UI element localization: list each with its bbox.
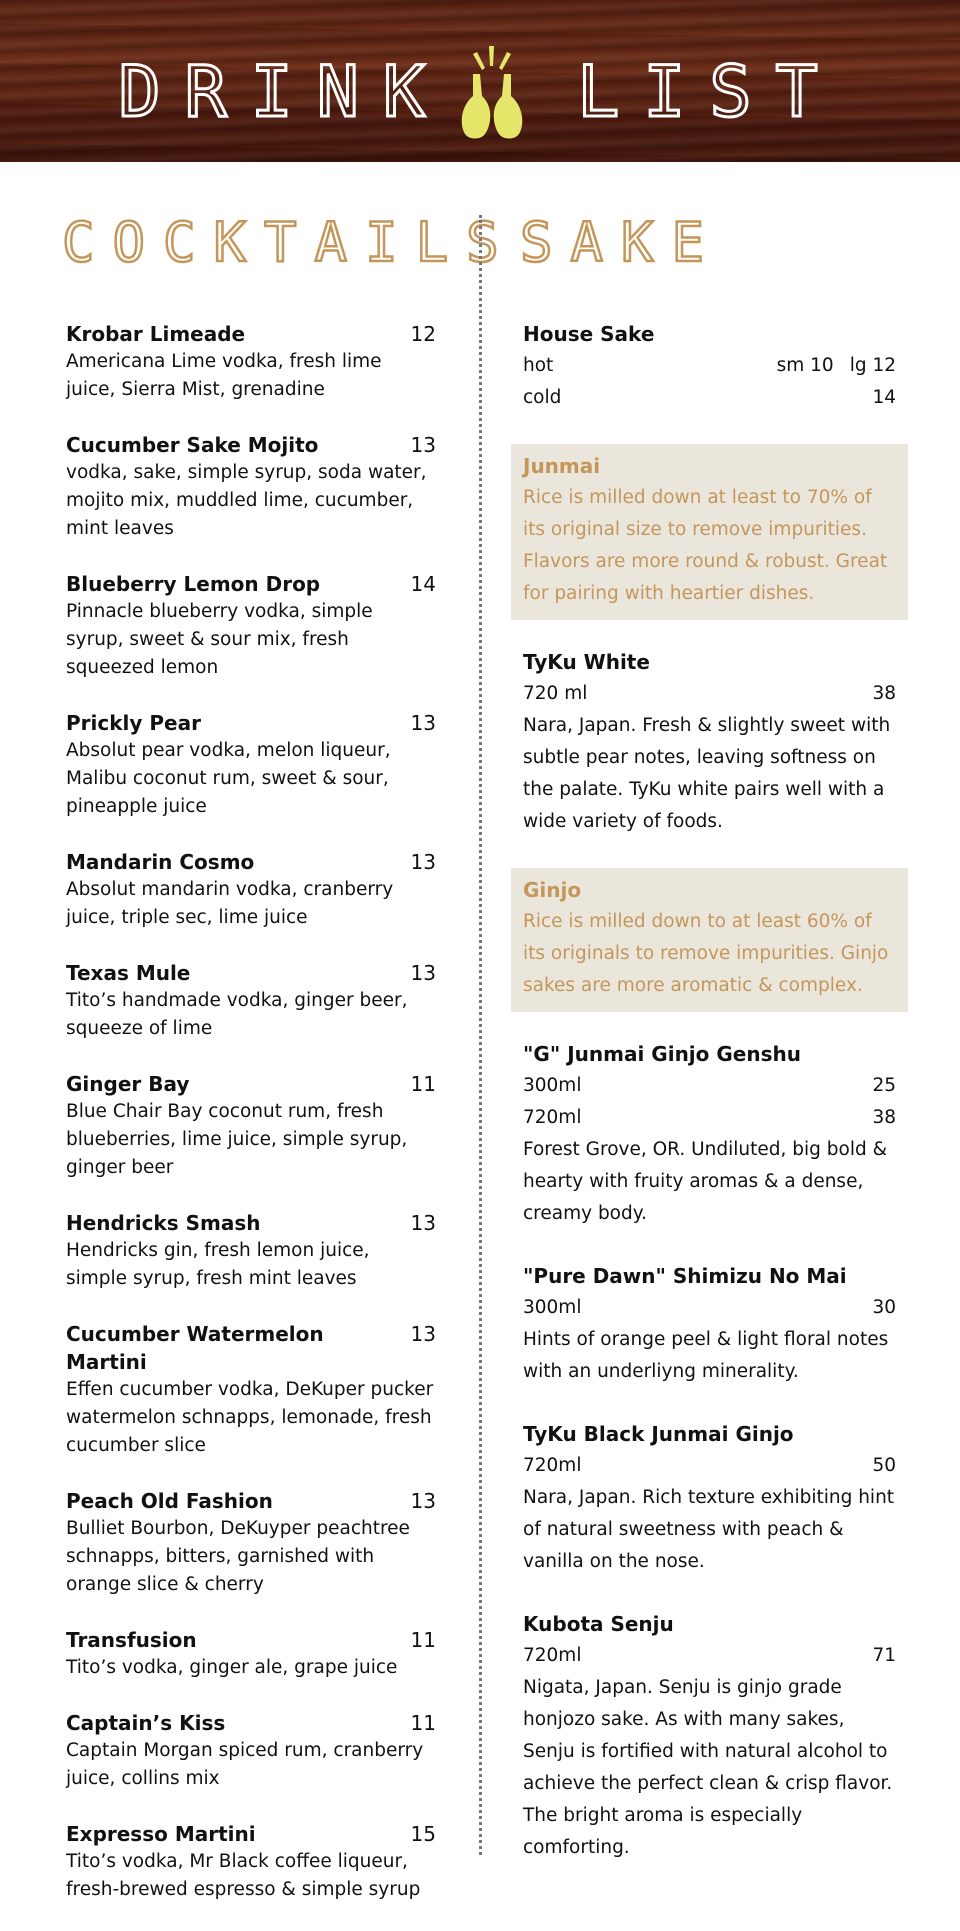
sake-desc: Forest Grove, OR. Undiluted, big bold & hearty with fruity aromas & a dense, creamy body. — [523, 1139, 888, 1224]
cocktail-item — [66, 1487, 436, 1599]
cocktail-desc: Pinnacle blueberry vodka, simple syrup, sweet & sour mix, fresh squeezed lemon — [66, 601, 373, 678]
cocktail-price: 11 — [410, 1072, 436, 1096]
ginjo-info-box — [511, 868, 908, 1012]
cocktail-desc: Tito’s handmade vodka, ginger beer, squeeze of lime — [66, 990, 408, 1039]
cocktail-desc: Americana Lime vodka, fresh lime juice, Sierra Mist, grenadine — [66, 351, 382, 400]
cocktail-head — [66, 431, 436, 459]
sake-desc: Nara, Japan. Fresh & slightly sweet with subtle pear notes, leaving softness on the palate. TyKu white pairs well with a wide variety of foods. — [523, 715, 891, 832]
size: 300ml — [523, 1075, 582, 1096]
cocktail-desc: Tito’s vodka, ginger ale, grape juice — [66, 1657, 398, 1678]
cocktail-name: Cucumber Watermelon Martini — [66, 1322, 324, 1374]
cocktail-desc: Effen cucumber vodka, DeKuper pucker watermelon schnapps, lemonade, fresh cucumber slice — [66, 1379, 434, 1456]
cocktail-name: Texas Mule — [66, 961, 191, 985]
cocktail-name: Prickly Pear — [66, 711, 201, 735]
cocktails-heading: COCKTAILS — [62, 211, 517, 274]
size-row — [523, 1640, 896, 1672]
sake-list — [511, 318, 908, 1894]
size: 720ml — [523, 1645, 582, 1666]
cocktail-item — [66, 431, 436, 543]
price: 50 — [872, 1455, 896, 1476]
cocktail-head — [66, 848, 436, 876]
cocktail-item — [66, 570, 436, 682]
cocktail-name: Cucumber Sake Mojito — [66, 433, 319, 457]
cocktail-item — [66, 1070, 436, 1182]
sake-name: House Sake — [523, 322, 655, 346]
title-left: DRINK — [118, 51, 450, 133]
cocktail-item — [66, 1626, 436, 1682]
size-row — [523, 678, 896, 710]
sake-name: TyKu Black Junmai Ginjo — [523, 1422, 794, 1446]
sake-name: TyKu White — [523, 650, 650, 674]
page-title — [0, 44, 960, 140]
cocktail-desc: vodka, sake, simple syrup, soda water, mojito mix, muddled lime, cucumber, mint leaves — [66, 462, 427, 539]
cocktail-head — [66, 959, 436, 987]
header-banner — [0, 0, 960, 162]
column-divider — [479, 215, 482, 1855]
cocktail-item — [66, 848, 436, 932]
price: 38 — [872, 683, 896, 704]
sake-row-hot — [523, 350, 896, 382]
size-row — [523, 1070, 896, 1102]
cocktail-price: 13 — [410, 961, 436, 985]
size-row — [523, 1450, 896, 1482]
info-title: Junmai — [523, 454, 601, 478]
cocktail-name: Expresso Martini — [66, 1822, 256, 1846]
cocktail-price: 11 — [410, 1711, 436, 1735]
cocktail-head — [66, 1487, 436, 1515]
cocktail-price: 13 — [410, 1322, 436, 1346]
cocktail-price: 14 — [410, 572, 436, 596]
size: 300ml — [523, 1297, 582, 1318]
cocktail-head — [66, 709, 436, 737]
cocktail-desc: Hendricks gin, fresh lemon juice, simple syrup, fresh mint leaves — [66, 1240, 370, 1289]
cocktail-price: 12 — [410, 322, 436, 346]
price: 14 — [872, 387, 896, 408]
sake-desc: Nara, Japan. Rich texture exhibiting hint of natural sweetness with peach & vanilla on the nose. — [523, 1487, 895, 1572]
sake-row-cold — [523, 382, 896, 414]
cocktail-price: 11 — [410, 1628, 436, 1652]
cocktail-desc: Blue Chair Bay coconut rum, fresh blueberries, lime juice, simple syrup, ginger beer — [66, 1101, 408, 1178]
cocktail-head — [66, 570, 436, 598]
cocktail-price: 13 — [410, 433, 436, 457]
cocktail-price: 13 — [410, 1211, 436, 1235]
cocktail-head — [66, 320, 436, 348]
sake-name: "Pure Dawn" Shimizu No Mai — [523, 1264, 847, 1288]
sake-item-kubota — [511, 1608, 908, 1864]
cocktail-desc: Captain Morgan spiced rum, cranberry juice, collins mix — [66, 1740, 424, 1789]
cocktail-item — [66, 959, 436, 1043]
junmai-info-box — [511, 444, 908, 620]
cocktail-item — [66, 1209, 436, 1293]
sake-item-house — [511, 318, 908, 414]
sake-item-tyku-black — [511, 1418, 908, 1578]
serving-label: cold — [523, 387, 562, 408]
size: 720ml — [523, 1107, 582, 1128]
cocktail-desc: Tito’s vodka, Mr Black coffee liqueur, fresh-brewed espresso & simple syrup — [66, 1851, 421, 1900]
cocktail-price: 15 — [410, 1822, 436, 1846]
cocktail-name: Ginger Bay — [66, 1072, 190, 1096]
cocktail-price: 13 — [410, 850, 436, 874]
cocktail-name: Hendricks Smash — [66, 1211, 261, 1235]
serving-label: hot — [523, 355, 554, 376]
title-right: LIST — [577, 51, 842, 133]
sake-desc: Hints of orange peel & light floral notes with an underliyng minerality. — [523, 1329, 889, 1382]
cocktail-name: Peach Old Fashion — [66, 1489, 273, 1513]
cocktail-head — [66, 1070, 436, 1098]
price: 38 — [872, 1107, 896, 1128]
cocktail-item — [66, 1820, 436, 1904]
cocktail-name: Mandarin Cosmo — [66, 850, 255, 874]
sake-heading: SAKE — [520, 211, 723, 274]
size-row — [523, 1102, 896, 1134]
size: 720ml — [523, 1455, 582, 1476]
cocktail-head — [66, 1626, 436, 1654]
clinking-bottles-icon — [449, 44, 535, 140]
cocktail-desc: Absolut mandarin vodka, cranberry juice, triple sec, lime juice — [66, 879, 394, 928]
cocktail-head — [66, 1320, 436, 1376]
cocktail-desc: Absolut pear vodka, melon liqueur, Malibu coconut rum, sweet & sour, pineapple juice — [66, 740, 391, 817]
cocktail-price: 13 — [410, 711, 436, 735]
cocktail-head — [66, 1709, 436, 1737]
sake-item-tyku-white — [511, 646, 908, 838]
price: 30 — [872, 1297, 896, 1318]
cocktail-head — [66, 1820, 436, 1848]
cocktail-item — [66, 320, 436, 404]
size: 720 ml — [523, 683, 588, 704]
cocktail-desc: Bulliet Bourbon, DeKuyper peachtree schnapps, bitters, garnished with orange slice & cherry — [66, 1518, 410, 1595]
cocktail-head — [66, 1209, 436, 1237]
price: 25 — [872, 1075, 896, 1096]
cocktail-name: Captain’s Kiss — [66, 1711, 226, 1735]
sake-name: "G" Junmai Ginjo Genshu — [523, 1042, 801, 1066]
info-text: Rice is milled down at least to 70% of its original size to remove impurities. Flavors are more round & robust. Great for pairing with heartier dishes. — [523, 487, 888, 604]
price: 71 — [872, 1645, 896, 1666]
cocktail-item — [66, 1320, 436, 1460]
size-row — [523, 1292, 896, 1324]
cocktail-name: Transfusion — [66, 1628, 197, 1652]
price-large: lg 12 — [849, 355, 896, 376]
cocktail-name: Blueberry Lemon Drop — [66, 572, 321, 596]
price-small: sm 10 — [776, 355, 834, 376]
sake-name: Kubota Senju — [523, 1612, 674, 1636]
info-title: Ginjo — [523, 878, 582, 902]
info-text: Rice is milled down to at least 60% of its originals to remove impurities. Ginjo sakes are more aromatic & complex. — [523, 911, 889, 996]
cocktail-item — [66, 709, 436, 821]
cocktail-item — [66, 1709, 436, 1793]
cocktail-price: 13 — [410, 1489, 436, 1513]
cocktail-list — [66, 320, 436, 1931]
sake-item-pure-dawn — [511, 1260, 908, 1388]
sake-desc: Nigata, Japan. Senju is ginjo grade honjozo sake. As with many sakes, Senju is fortified with natural alcohol to achieve the perfect clean & crisp flavor. The bright aroma is especially comforting. — [523, 1677, 893, 1858]
sake-item-g-junmai — [511, 1038, 908, 1230]
cocktail-name: Krobar Limeade — [66, 322, 246, 346]
